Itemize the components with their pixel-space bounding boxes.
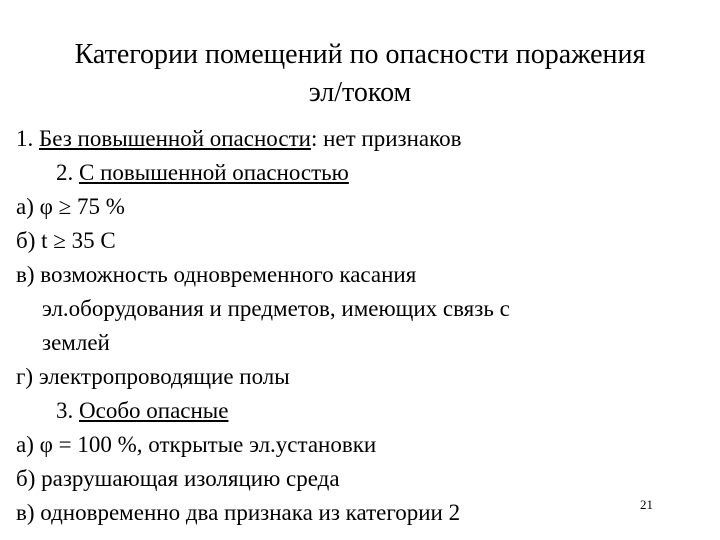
category-3-item: в) одновременно два признака из категории 2	[16, 500, 461, 525]
category-1	[16, 122, 706, 156]
category-2-name: С повышенной опасностью	[79, 160, 349, 185]
category-2-item: а) φ ≥ 75 %	[16, 194, 125, 219]
category-3-item: б) разрушающая изоляцию среда	[16, 466, 340, 491]
category-1-rest: : нет признаков	[310, 126, 462, 151]
category-3-prefix: 3.	[56, 398, 79, 423]
category-2-prefix: 2.	[56, 160, 79, 185]
category-3-name: Особо опасные	[79, 398, 229, 423]
slide-title	[0, 36, 720, 112]
title-line-1: Категории помещений по опасности поражения	[74, 39, 646, 70]
category-1-prefix: 1.	[16, 126, 39, 151]
category-2-item-continued: эл.оборудования и предметов, имеющих связь с	[42, 296, 510, 321]
category-2-item: г) электропроводящие полы	[16, 364, 290, 389]
category-3-item: а) φ = 100 %, открытые эл.установки	[16, 432, 377, 457]
category-2-heading	[16, 156, 706, 190]
category-2-item: б) t ≥ 35 С	[16, 228, 116, 253]
category-1-name: Без повышенной опасности	[39, 126, 311, 151]
title-line-2: эл/током	[308, 77, 412, 108]
category-2-item-continued: землей	[42, 330, 110, 355]
slide-body	[16, 122, 706, 530]
category-3-heading	[16, 394, 706, 428]
category-2-item: в) возможность одновременного касания	[16, 262, 417, 287]
page-number: 21	[640, 497, 653, 512]
